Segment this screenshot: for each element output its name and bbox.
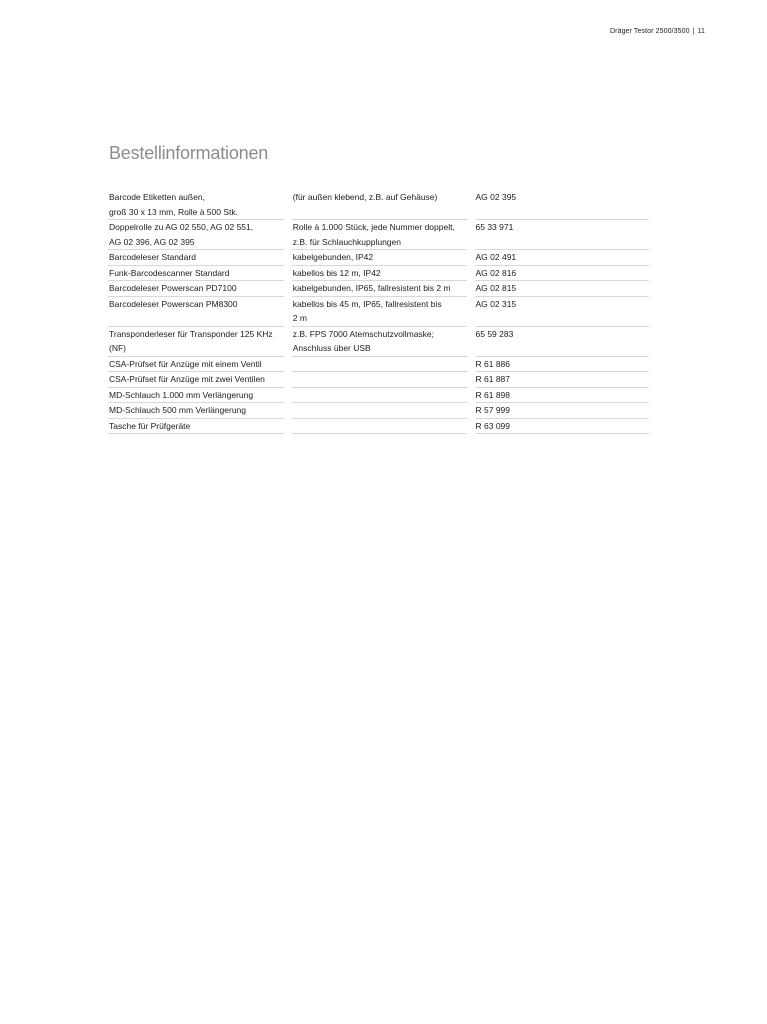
item-name-cell <box>108 297 284 327</box>
order-number-cell <box>475 403 649 419</box>
running-header <box>610 28 705 35</box>
item-name-cell-line: Barcode Etiketten außen, <box>109 192 205 202</box>
header-separator: | <box>692 28 695 35</box>
order-number-cell <box>475 388 649 404</box>
item-description-cell <box>292 266 467 282</box>
item-description-cell <box>292 190 467 220</box>
item-description-cell <box>292 419 467 435</box>
item-description-cell <box>292 220 467 250</box>
table-row <box>108 327 649 357</box>
order-info-table <box>108 190 649 434</box>
item-name-cell <box>108 419 284 435</box>
column-gap <box>467 419 475 435</box>
item-name-cell-line: Doppelrolle zu AG 02 550, AG 02 551, <box>109 222 254 232</box>
item-name-cell-line: (NF) <box>109 343 126 353</box>
item-name-cell-line: MD-Schlauch 500 mm Verlängerung <box>109 405 247 415</box>
order-number-cell <box>475 357 649 373</box>
order-number-cell-text: AG 02 315 <box>475 298 517 309</box>
order-number-cell-text: R 61 887 <box>475 374 511 384</box>
column-gap <box>467 297 475 327</box>
order-info-rows <box>108 190 649 434</box>
item-name-cell-line: Tasche für Prüfgeräte <box>109 420 191 431</box>
item-description-cell-line: kabellos bis 45 m, IP65, fallresistent bis <box>292 298 442 309</box>
item-description-cell-line: Rolle à 1.000 Stück, jede Nummer doppelt, <box>292 222 455 232</box>
item-name-cell <box>108 357 284 373</box>
column-gap <box>284 190 292 220</box>
table-row <box>108 388 649 404</box>
item-description-cell <box>292 297 467 327</box>
item-name-cell-line: Barcodeleser Powerscan PD7100 <box>109 283 237 293</box>
order-number-cell <box>475 281 649 297</box>
item-name-cell-line: Transponderleser für Transponder 125 KHz <box>109 328 273 339</box>
order-number-cell-text: 65 33 971 <box>475 222 514 232</box>
order-number-cell <box>475 250 649 266</box>
item-description-cell <box>292 388 467 404</box>
column-gap <box>467 357 475 373</box>
header-product: Dräger Testor 2500/3500 <box>609 28 690 35</box>
item-name-cell <box>108 281 284 297</box>
item-description-cell-line: (für außen klebend, z.B. auf Gehäuse) <box>292 192 438 202</box>
item-name-cell <box>108 190 284 220</box>
order-number-cell <box>475 372 649 388</box>
item-description-cell-line: kabellos bis 12 m, IP42 <box>292 267 381 278</box>
table-row <box>108 403 649 419</box>
column-gap <box>284 220 292 250</box>
item-description-cell-line: z.B. für Schlauchkupplungen <box>292 236 401 247</box>
column-gap <box>467 372 475 388</box>
item-name-cell-line: MD-Schlauch 1.000 mm Verlängerung <box>109 389 254 400</box>
column-gap <box>467 220 475 250</box>
order-number-cell-text: R 61 898 <box>475 389 511 400</box>
order-number-cell-text: R 61 886 <box>475 358 511 369</box>
item-name-cell-line: Barcodeleser Powerscan PM8300 <box>109 298 238 309</box>
order-number-cell <box>475 419 649 435</box>
column-gap <box>284 266 292 282</box>
table-row <box>108 220 649 250</box>
table-row <box>108 266 649 282</box>
item-name-cell-line: Funk-Barcodescanner Standard <box>109 267 230 278</box>
order-number-cell <box>475 297 649 327</box>
item-name-cell-line: CSA-Prüfset für Anzüge mit einem Ventil <box>109 358 262 369</box>
column-gap <box>467 403 475 419</box>
item-name-cell-line: AG 02 396, AG 02 395 <box>109 236 195 247</box>
item-name-cell <box>108 372 284 388</box>
item-name-cell-line: Barcodeleser Standard <box>109 252 196 262</box>
item-description-cell <box>292 250 467 266</box>
order-number-cell <box>475 220 649 250</box>
column-gap <box>467 327 475 357</box>
column-gap <box>467 250 475 266</box>
table-row <box>108 372 649 388</box>
order-number-cell-text: AG 02 491 <box>475 252 517 262</box>
item-name-cell <box>108 250 284 266</box>
column-gap <box>284 357 292 373</box>
item-description-cell-line: kabelgebunden, IP42 <box>292 252 374 262</box>
column-gap <box>284 388 292 404</box>
order-number-cell <box>475 190 649 220</box>
column-gap <box>284 281 292 297</box>
column-gap <box>284 327 292 357</box>
item-description-cell-line: z.B. FPS 7000 Atemschutzvollmaske; <box>292 328 435 339</box>
order-number-cell <box>475 266 649 282</box>
table-row <box>108 281 649 297</box>
column-gap <box>284 419 292 435</box>
order-number-cell-text: AG 02 815 <box>475 283 517 293</box>
item-description-cell <box>292 403 467 419</box>
item-description-cell <box>292 357 467 373</box>
column-gap <box>284 297 292 327</box>
order-number-cell-text: R 57 999 <box>475 405 511 415</box>
column-gap <box>467 190 475 220</box>
table-row <box>108 250 649 266</box>
column-gap <box>467 281 475 297</box>
item-name-cell <box>108 266 284 282</box>
table-row <box>108 419 649 435</box>
item-description-cell-line: kabelgebunden, IP65, fallresistent bis 2 m <box>292 283 451 293</box>
item-description-cell-line: 2 m <box>292 313 307 323</box>
item-name-cell <box>108 388 284 404</box>
item-description-cell-line: Anschluss über USB <box>292 343 371 353</box>
column-gap <box>467 266 475 282</box>
table-row <box>108 190 649 220</box>
column-gap <box>284 403 292 419</box>
page-title: Bestellinformationen <box>109 143 269 163</box>
item-name-cell <box>108 220 284 250</box>
item-name-cell <box>108 327 284 357</box>
column-gap <box>284 372 292 388</box>
page-number: 11 <box>697 28 705 35</box>
item-name-cell-line: CSA-Prüfset für Anzüge mit zwei Ventilen <box>109 374 265 384</box>
table-row <box>108 357 649 373</box>
order-number-cell-text: AG 02 395 <box>475 192 517 202</box>
item-name-cell <box>108 403 284 419</box>
item-description-cell <box>292 327 467 357</box>
order-number-cell-text: R 63 099 <box>475 420 511 431</box>
table-row <box>108 297 649 327</box>
column-gap <box>284 250 292 266</box>
item-name-cell-line: groß 30 x 13 mm, Rolle à 500 Stk. <box>109 206 238 217</box>
order-number-cell-text: 65 59 283 <box>475 328 514 339</box>
order-number-cell-text: AG 02 816 <box>475 267 517 278</box>
item-description-cell <box>292 372 467 388</box>
order-number-cell <box>475 327 649 357</box>
item-description-cell <box>292 281 467 297</box>
column-gap <box>467 388 475 404</box>
